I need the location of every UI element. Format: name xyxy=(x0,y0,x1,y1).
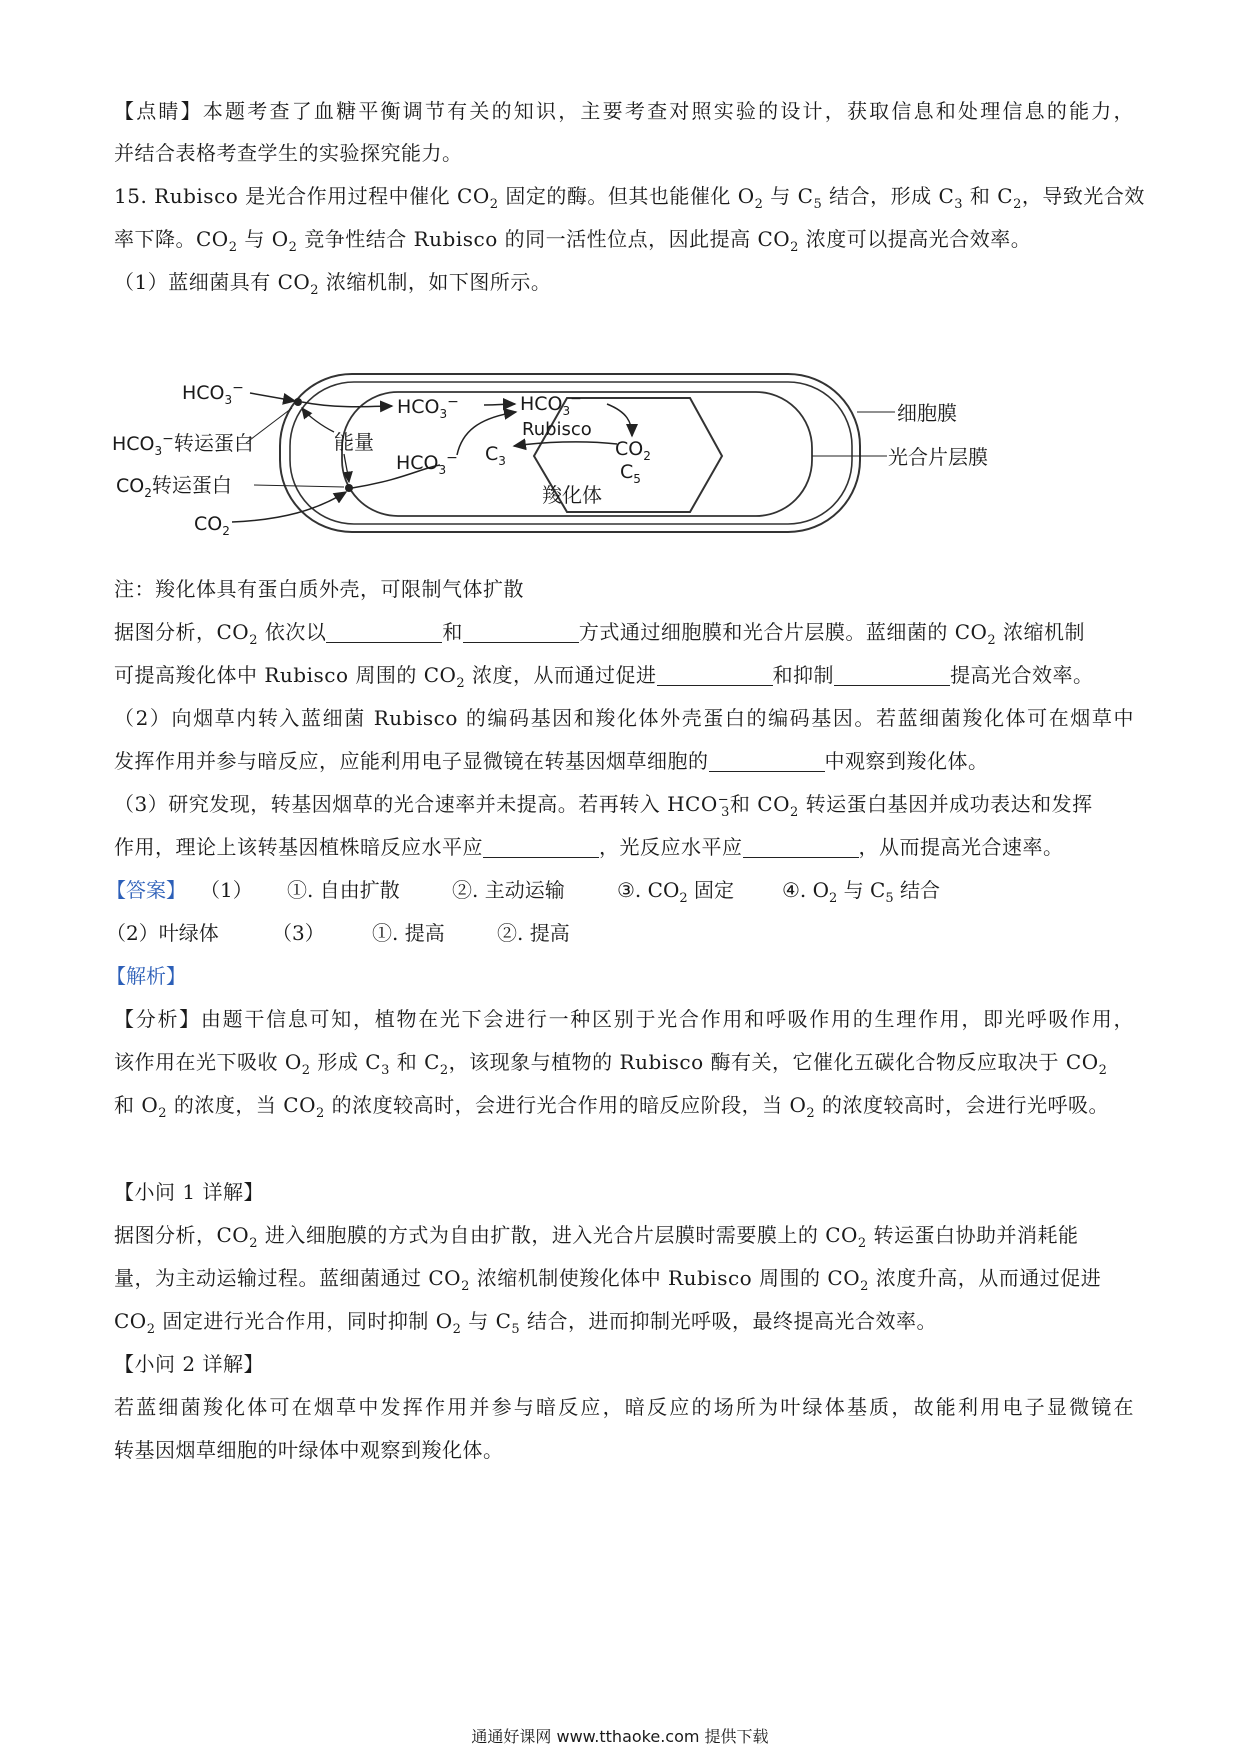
diagram-note: 注：羧化体具有蛋白质外壳，可限制气体扩散 xyxy=(114,577,524,601)
label-hco3-thylakoid-top: $HCO_3^-$ xyxy=(397,394,459,421)
detail-1-line-2: 量，为主动运输过程。蓝细菌通过 $CO_2$ 浓缩机制使羧化体中 Rubisco 周围的 $CO_2$ 浓度升高，从而通过促进 xyxy=(114,1266,1102,1294)
answer-part-1-label: （1） xyxy=(200,878,253,902)
label-rubisco: Rubisco xyxy=(522,419,592,440)
co2-concentrating-diagram xyxy=(112,360,988,550)
analysis-line-1: 【分析】由题干信息可知，植物在光下会进行一种区别于光合作用和呼吸作用的生理作用，即光呼吸作用， xyxy=(114,1007,1134,1031)
detail-1-heading: 【小问 1 详解】 xyxy=(114,1180,264,1204)
detail-2-line-1: 若蓝细菌羧化体可在烟草中发挥作用并参与暗反应，暗反应的场所为叶绿体基质，故能利用电子显微镜在 xyxy=(114,1395,1134,1419)
answer-tag: 【答案】 xyxy=(106,878,186,902)
label-hco3-transporter: $HCO_3^-$转运蛋白 xyxy=(112,431,254,458)
answer-part-2: （2）叶绿体 xyxy=(106,921,219,945)
blank-7[interactable] xyxy=(743,835,859,858)
comment-line-2: 并结合表格考查学生的实验探究能力。 xyxy=(114,141,463,165)
blank-2[interactable] xyxy=(463,620,579,643)
label-co2-transporter: $CO_2$转运蛋白 xyxy=(116,473,232,500)
answer-part-3-1: ①. 提高 xyxy=(372,921,445,945)
label-energy: 能量 xyxy=(334,430,374,454)
footer-source: 通通好课网 www.tthaoke.com 提供下载 xyxy=(471,1727,769,1746)
blank-1[interactable] xyxy=(326,620,442,643)
analysis-line-2: 该作用在光下吸收 $O_2$ 形成 $C_3$ 和 $C_2$，该现象与植物的 Rubisco 酶有关，它催化五碳化合物反应取决于 $CO_2$ xyxy=(114,1050,1108,1078)
label-co2-carboxysome: $CO_2$ xyxy=(615,438,651,463)
arrow-energy-hco3 xyxy=(302,408,334,432)
question-15-part-1: （1）蓝细菌具有 $CO_2$ 浓缩机制，如下图所示。 xyxy=(114,270,552,298)
analysis-tag: 【解析】 xyxy=(106,964,186,988)
label-hco3-outside: $HCO_3^-$ xyxy=(182,380,244,407)
hco3-transporter-dot xyxy=(294,398,302,406)
detail-2-line-2: 转基因烟草细胞的叶绿体中观察到羧化体。 xyxy=(114,1438,504,1462)
arrow-hco3-in xyxy=(250,393,295,401)
answer-3: ③. $CO_2$ 固定 xyxy=(617,878,734,906)
blank-4[interactable] xyxy=(834,663,950,686)
comment-line-1: 【点睛】本题考查了血糖平衡调节有关的知识，主要考查对照实验的设计，获取信息和处理信息的能力， xyxy=(114,99,1134,123)
analysis-line-3: 和 $O_2$ 的浓度，当 $CO_2$ 的浓度较高时，会进行光合作用的暗反应阶段，当 $O_2$ 的浓度较高时，会进行光呼吸。 xyxy=(114,1093,1110,1121)
question-15-part-3: （3）研究发现，转基因烟草的光合速率并未提高。若再转入 $HCO^-_3$和 $CO_2$ 转运蛋白基因并成功表达和发挥 xyxy=(114,792,1093,820)
arrow-hco3-to-co2 xyxy=(607,404,632,436)
question-15-line-1: 15. Rubisco 是光合作用过程中催化 $CO_2$ 固定的酶。但其也能催化 $O_2$ 与 $C_5$ 结合，形成 $C_3$ 和 $C_2$，导致光合效 xyxy=(114,184,1145,212)
label-carboxysome: 羧化体 xyxy=(542,483,602,507)
question-15-part-2: （2）向烟草内转入蓝细菌 Rubisco 的编码基因和羧化体外壳蛋白的编码基因。若蓝细菌羧化体可在烟草中 xyxy=(114,706,1134,730)
label-thylakoid: 光合片层膜 xyxy=(888,445,988,469)
label-cell-membrane: 细胞膜 xyxy=(897,401,957,425)
question-15-part-1-analysis: 据图分析，$CO_2$ 依次以 和 方式通过细胞膜和光合片层膜。蓝细菌的 $CO_2$ 浓缩机制 xyxy=(114,620,1086,648)
detail-1-line-3: $CO_2$ 固定进行光合作用，同时抑制 $O_2$ 与 $C_5$ 结合，进而抑制光呼吸，最终提高光合效率。 xyxy=(114,1309,938,1337)
blank-6[interactable] xyxy=(483,835,599,858)
question-15-part-1-line-2: 可提高羧化体中 Rubisco 周围的 $CO_2$ 浓度，从而通过促进 和抑制 提高光合效率。 xyxy=(114,663,1094,691)
pointer-co2-transporter xyxy=(254,485,344,487)
co2-transporter-dot xyxy=(345,484,353,492)
answer-2: ②. 主动运输 xyxy=(452,878,565,902)
arrow-hco3-to-thylakoid xyxy=(302,402,392,407)
answer-4: ④. $O_2$ 与 $C_5$ 结合 xyxy=(782,878,940,906)
answer-1: ①. 自由扩散 xyxy=(287,878,400,902)
question-15-part-3-line-2: 作用，理论上该转基因植株暗反应水平应 ，光反应水平应 ，从而提高光合速率。 xyxy=(114,835,1064,859)
detail-2-heading: 【小问 2 详解】 xyxy=(114,1352,264,1376)
pointer-hco3-transporter xyxy=(246,408,292,443)
blank-3[interactable] xyxy=(657,663,773,686)
answer-part-3-label: （3） xyxy=(272,921,325,945)
blank-5[interactable] xyxy=(709,749,825,772)
answer-part-3-2: ②. 提高 xyxy=(497,921,570,945)
label-c3: $C_3$ xyxy=(485,443,506,468)
arrow-fixation xyxy=(514,442,617,446)
question-15-part-2-line-2: 发挥作用并参与暗反应，应能利用电子显微镜在转基因烟草细胞的 中观察到羧化体。 xyxy=(114,749,989,773)
label-hco3-thylakoid-bottom: $HCO_3^-$ xyxy=(396,450,458,477)
label-co2-outside: $CO_2$ xyxy=(194,513,230,538)
label-hco3-carboxysome: $HCO_3^-$ xyxy=(520,391,582,418)
arrow-hco3-to-carboxysome xyxy=(484,404,515,405)
detail-1-line-1: 据图分析，$CO_2$ 进入细胞膜的方式为自由扩散，进入光合片层膜时需要膜上的 $CO_2$ 转运蛋白协助并消耗能 xyxy=(114,1223,1079,1251)
question-15-line-2: 率下降。$CO_2$ 与 $O_2$ 竞争性结合 Rubisco 的同一活性位点，因此提高 $CO_2$ 浓度可以提高光合效率。 xyxy=(114,227,1032,255)
label-c5: $C_5$ xyxy=(620,461,641,486)
